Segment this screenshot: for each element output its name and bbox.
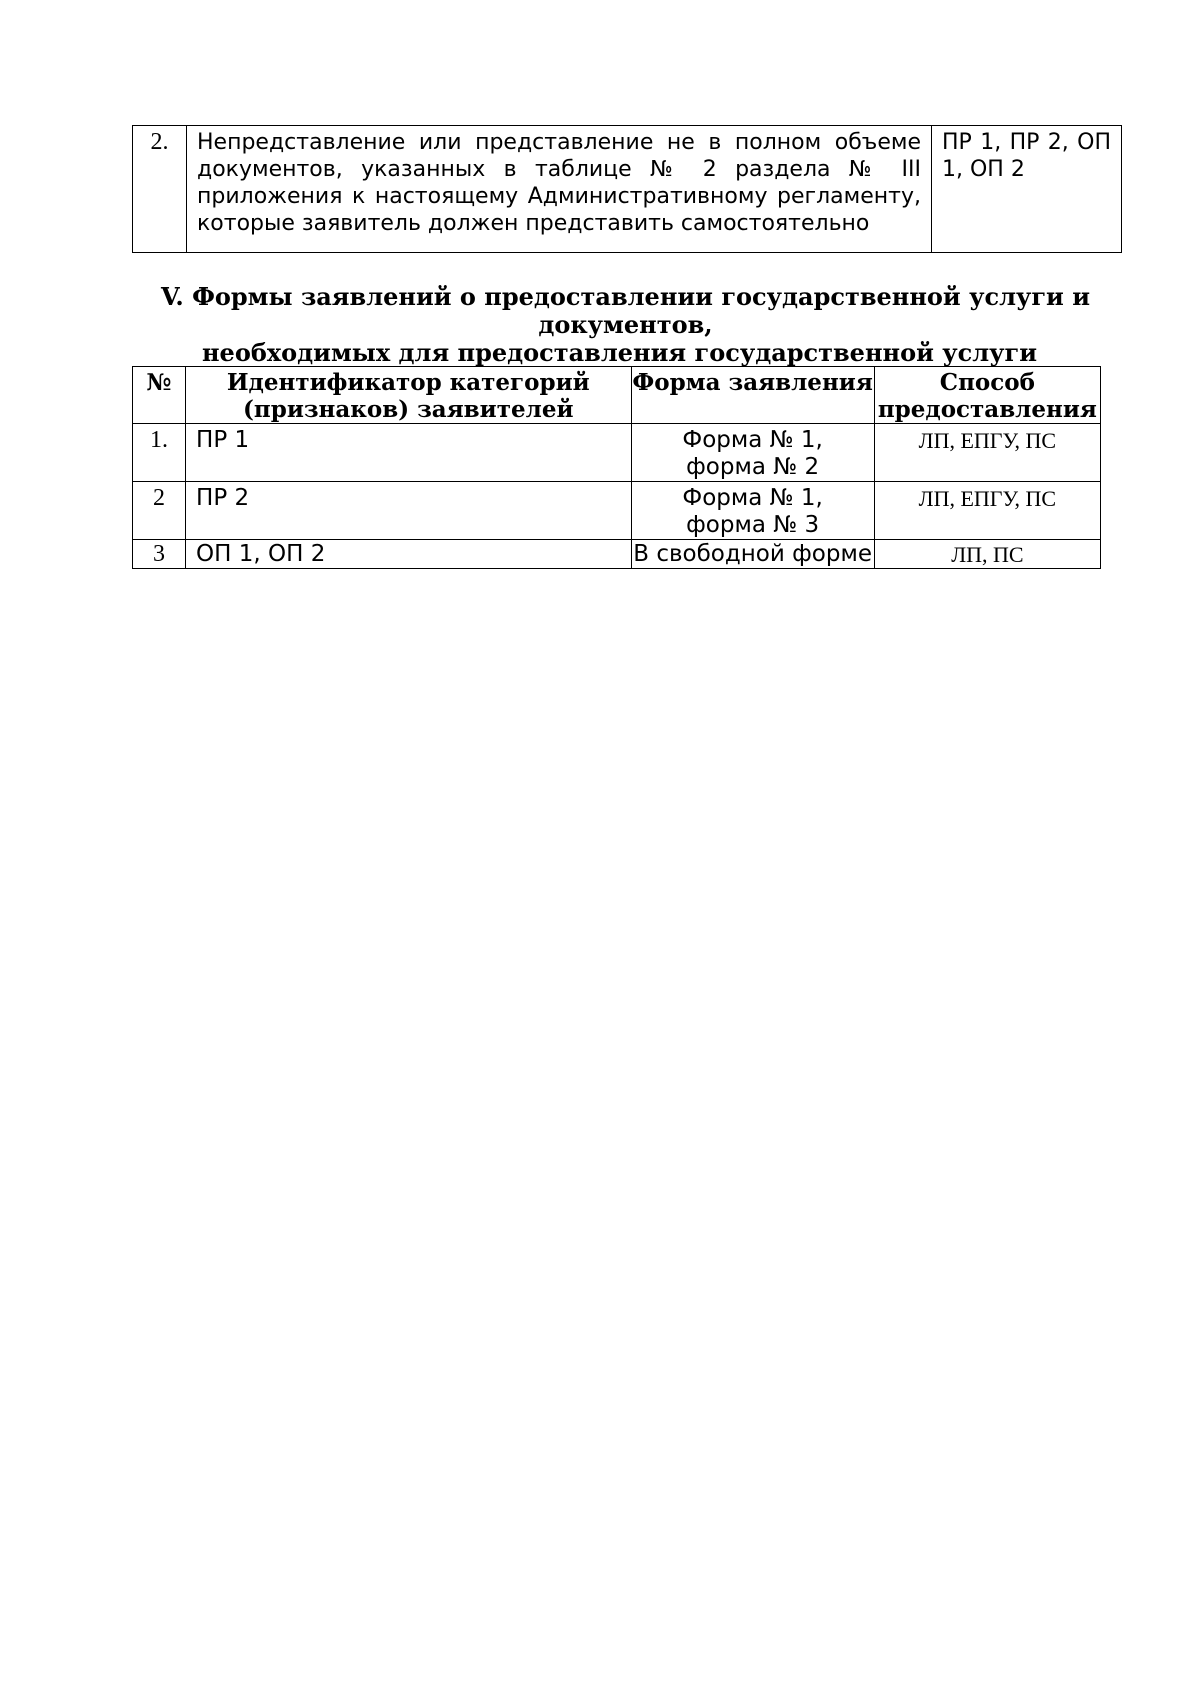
cell-number: 3 [133, 540, 186, 569]
header-form: Форма заявления [631, 367, 874, 424]
cell-identifier: ПР 2 [186, 482, 631, 540]
application-forms-table [132, 366, 1101, 569]
cell-identifier: ПР 1 [186, 424, 631, 482]
cell-form-line2: форма № 2 [686, 454, 820, 480]
table-header-row [133, 367, 1101, 424]
cell-form-line1: Форма № 1, [682, 485, 823, 511]
header-way: Способ предоставления [874, 367, 1100, 424]
table-row [133, 424, 1101, 482]
cell-form-line2: форма № 3 [686, 512, 820, 538]
cell-identifier: ОП 1, ОП 2 [186, 540, 631, 569]
cell-way: ЛП, ПС [874, 540, 1100, 569]
section-heading [132, 283, 1101, 367]
table-row [133, 482, 1101, 540]
cell-form: В свободной форме [631, 540, 874, 569]
cell-way: ЛП, ЕПГУ, ПС [874, 482, 1100, 540]
table-row [133, 540, 1101, 569]
section-heading-line2: необходимых для предоставления государственной услуги [201, 338, 1038, 367]
cell-number: 1. [133, 424, 186, 482]
cell-number: 2 [133, 482, 186, 540]
table-row [133, 126, 1122, 253]
header-identifier: Идентификатор категорий (признаков) заявителей [186, 367, 631, 424]
section-heading-line1: V. Формы заявлений о предоставлении государственной услуги и документов, [160, 282, 1091, 339]
cell-form-line1: Форма № 1, [682, 427, 823, 453]
grounds-table [132, 125, 1122, 253]
header-number: № [133, 367, 186, 424]
row-categories: ПР 1, ПР 2, ОП 1, ОП 2 [932, 126, 1122, 253]
cell-form [631, 424, 874, 482]
cell-way: ЛП, ЕПГУ, ПС [874, 424, 1100, 482]
row-text: Непредставление или представление не в полном объеме документов, указанных в таблице № 2 раздела № III приложения к настоящему Административному регламенту, которые заявитель должен представить самостоятельно [187, 126, 932, 253]
row-number: 2. [133, 126, 187, 253]
cell-form [631, 482, 874, 540]
